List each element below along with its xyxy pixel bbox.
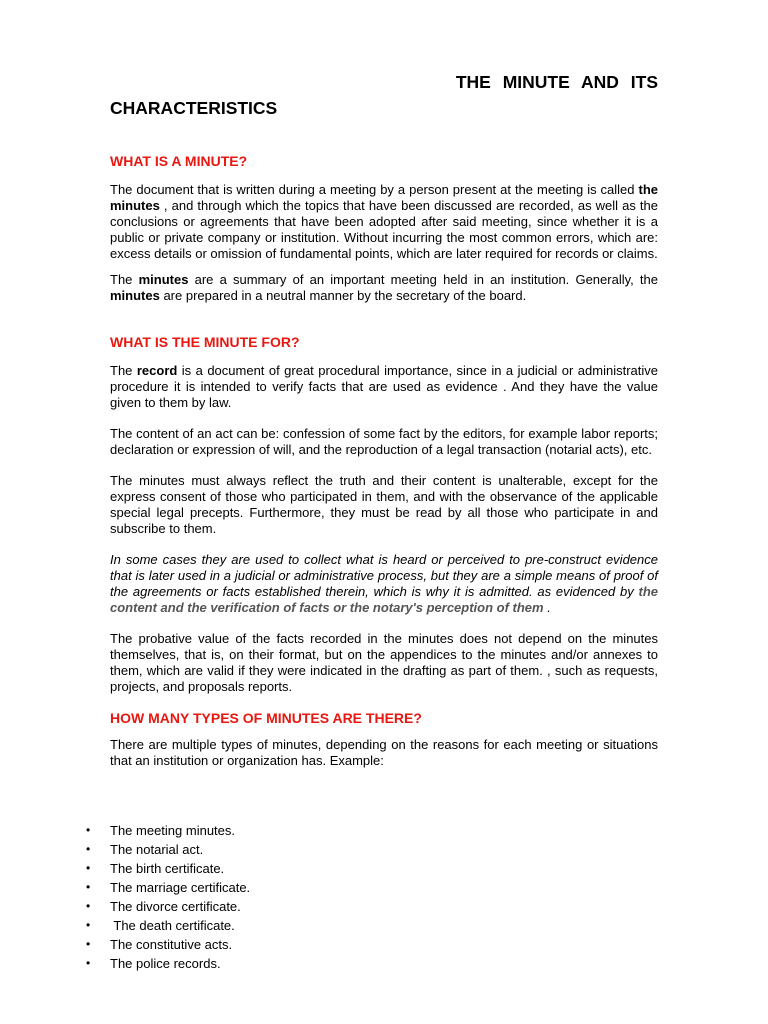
text-run: are a summary of an important meeting held in an institution. Generally, the: [188, 272, 658, 287]
list-item: [86, 840, 386, 859]
text-run: .: [543, 600, 551, 615]
list-item-label: The police records.: [110, 956, 221, 971]
bullet-icon: •: [86, 861, 91, 875]
bullet-icon: •: [86, 823, 91, 837]
paragraph-probative-value: The probative value of the facts recorded in the minutes does not depend on the minutes themselves, that is, on their format, but on the appendices to the minutes and/or annexes to them, which are valid if they were indicated in the drafting as part of them. , such as requests, projects, and proposals reports.: [110, 631, 658, 694]
heading-types-of-minutes: HOW MANY TYPES OF MINUTES ARE THERE?: [110, 710, 422, 726]
list-item-label: The marriage certificate.: [110, 880, 251, 895]
paragraph-summary: [110, 272, 658, 304]
types-list: [86, 821, 386, 973]
title-line-1: THE MINUTE AND ITS: [455, 72, 658, 92]
bullet-icon: •: [86, 937, 91, 951]
bold-term: the minutes: [110, 182, 658, 213]
list-item: [86, 954, 386, 973]
title-line-2: CHARACTERISTICS: [110, 98, 278, 118]
document-body: [110, 70, 658, 769]
bullet-icon: •: [86, 956, 91, 970]
list-item-label: The meeting minutes.: [110, 823, 236, 838]
page-title: [110, 70, 658, 120]
list-item: [86, 878, 386, 897]
text-run: , and through which the topics that have been discussed are recorded, as well as the conclusions or agreements that have been adopted after said meeting, since whether it is a public or private company or institution. Without incurring the most common errors, which are: excess details or omission of fundamental points, which are later required for records or claims.: [110, 198, 658, 261]
paragraph-definition: [110, 182, 658, 262]
list-item: [86, 821, 386, 840]
bold-term: record: [136, 363, 178, 378]
bold-term: minutes: [110, 288, 160, 303]
text-run: The: [110, 272, 139, 287]
list-item-label: The divorce certificate.: [110, 899, 241, 914]
text-run: The document that is written during a meeting by a person present at the meeting is called: [110, 182, 639, 197]
bullet-icon: •: [86, 899, 91, 913]
list-item: [86, 897, 386, 916]
paragraph-evidence: [110, 552, 658, 616]
list-item-label: The constitutive acts.: [110, 937, 233, 952]
text-run: In some cases they are used to collect what is heard or perceived to pre-construct evidence that is later used in a judicial or administrative process, but they are a simple means of proof of the agreements or facts established therein, which is why it is admitted. as evidenced by: [110, 552, 658, 599]
paragraph-truth: The minutes must always reflect the truth and their content is unalterable, except for the express consent of those who participated in them, and with the observance of the applicable special legal precepts. Furthermore, they must be read by all those who participate in and subscribe to them.: [110, 473, 658, 536]
emphasized-phrase: the content and the verification of facts or the notary's perception of them: [110, 584, 658, 615]
list-item: [86, 859, 386, 878]
paragraph-types-intro: There are multiple types of minutes, depending on the reasons for each meeting or situations that an institution or organization has. Example:: [110, 737, 658, 768]
list-item-label: The notarial act.: [110, 842, 204, 857]
text-run: The: [110, 363, 137, 378]
bullet-icon: •: [86, 918, 91, 932]
paragraph-record: [110, 363, 658, 411]
heading-what-is-a-minute: WHAT IS A MINUTE?: [110, 153, 248, 169]
list-item-label: The death certificate.: [110, 918, 235, 933]
list-item: [86, 935, 386, 954]
heading-what-is-the-minute-for: WHAT IS THE MINUTE FOR?: [110, 334, 300, 350]
bullet-icon: •: [86, 842, 91, 856]
text-run: are prepared in a neutral manner by the secretary of the board.: [159, 288, 527, 303]
bold-term: minutes: [138, 272, 189, 287]
list-item: [86, 916, 386, 935]
list-item-label: The birth certificate.: [110, 861, 225, 876]
bullet-icon: •: [86, 880, 91, 894]
paragraph-content-of-act: The content of an act can be: confession of some fact by the editors, for example labor reports; declaration or expression of will, and the reproduction of a legal transaction (notarial acts), etc.: [110, 426, 658, 457]
text-run: is a document of great procedural importance, since in a judicial or administrative procedure it is intended to verify facts that are used as evidence . And they have the value given to them by law.: [110, 363, 658, 410]
